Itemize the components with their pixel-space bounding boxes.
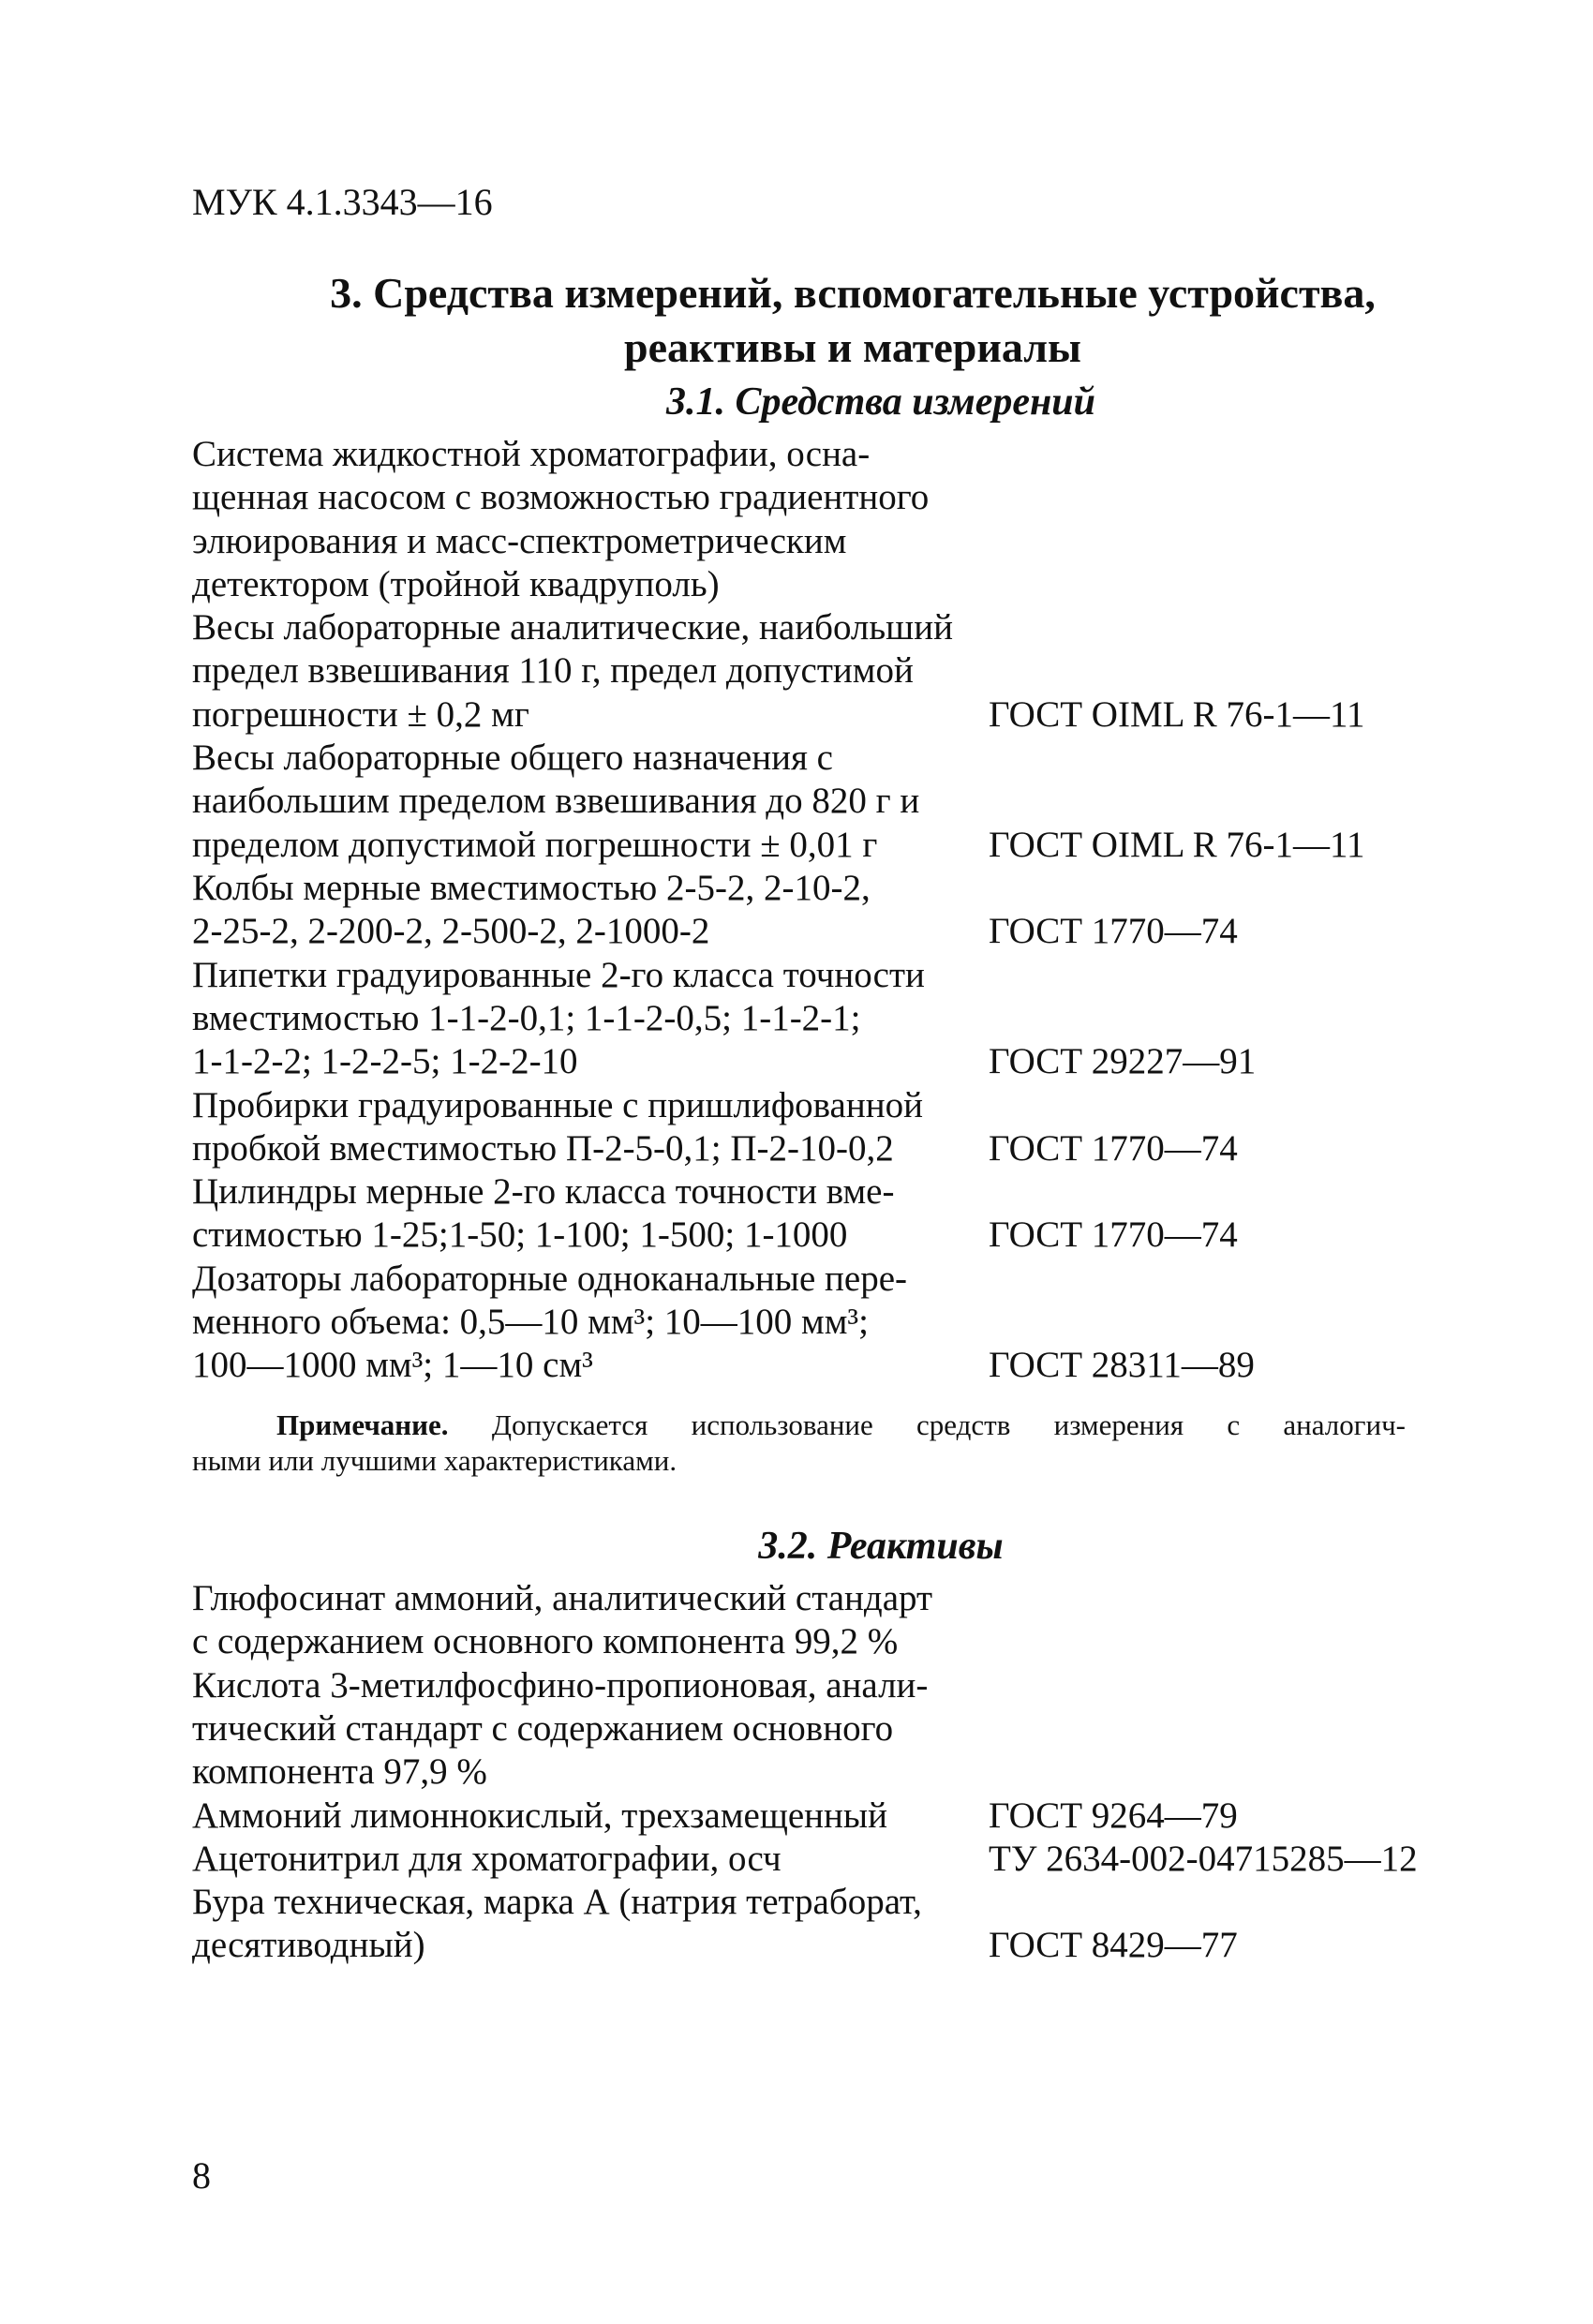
item-description-line: 100—1000 мм³; 1—10 см³ xyxy=(192,1345,593,1386)
item-description-line: погрешности ± 0,2 мг xyxy=(192,693,529,735)
list-item xyxy=(192,1795,1504,1838)
item-description-line: Система жидкостной хроматографии, осна- xyxy=(192,434,871,474)
list-item xyxy=(192,737,1504,867)
item-description-line: Ацетонитрил для хроматографии, осч xyxy=(192,1838,782,1879)
item-standard-reference: ГОСТ 1770—74 xyxy=(989,1127,1238,1169)
item-description-line: менного объема: 0,5—10 мм³; 10—100 мм³; xyxy=(192,1301,869,1342)
list-item xyxy=(192,954,1504,1084)
list-item xyxy=(192,1664,1504,1795)
note-paragraph xyxy=(192,1408,1406,1479)
item-description-line: Весы лабораторные общего назначения с xyxy=(192,737,833,779)
item-description-line: предел взвешивания 110 г, предел допустимой xyxy=(192,650,914,692)
item-description-line: Кислота 3-метилфосфино-пропионовая, анали- xyxy=(192,1664,929,1706)
section-title xyxy=(0,266,1593,375)
item-description-line: пределом допустимой погрешности ± 0,01 г xyxy=(192,824,878,865)
item-description xyxy=(192,606,998,737)
item-description xyxy=(192,867,998,954)
list-item xyxy=(192,433,1504,606)
item-standard-reference: ГОСТ OIML R 76-1—11 xyxy=(989,824,1365,865)
note-text-line-2: ными или лучшими характеристиками. xyxy=(192,1444,677,1477)
item-description-line: Пипетки градуированные 2-го класса точности xyxy=(192,954,925,995)
item-description xyxy=(192,737,998,867)
item-description-line: тический стандарт с содержанием основного xyxy=(192,1707,894,1749)
item-standard-reference: ТУ 2634-002-04715285—12 xyxy=(989,1838,1418,1879)
subsection-3-2-title: 3.2. Реактивы xyxy=(758,1525,1004,1568)
item-description-line: 2-25-2, 2-200-2, 2-500-2, 2-1000-2 xyxy=(192,911,710,952)
item-description-line: пробкой вместимостью П-2-5-0,1; П-2-10-0,2 xyxy=(192,1127,894,1169)
item-description-line: щенная насосом с возможностью градиентного xyxy=(192,477,930,518)
item-description-line: десятиводный) xyxy=(192,1925,425,1966)
item-description-line: Весы лабораторные аналитические, наибольший xyxy=(192,607,953,648)
section-title-line-2: реактивы и материалы xyxy=(624,323,1081,371)
note-label: Примечание. xyxy=(276,1408,449,1441)
list-item xyxy=(192,1881,1504,1968)
subsection-3-1-title: 3.1. Средства измерений xyxy=(665,380,1096,424)
item-standard-reference: ГОСТ 1770—74 xyxy=(989,911,1238,952)
item-description xyxy=(192,433,998,606)
list-item xyxy=(192,1084,1504,1171)
item-description xyxy=(192,1795,998,1838)
item-standard-reference: ГОСТ 8429—77 xyxy=(989,1925,1238,1966)
item-description xyxy=(192,1664,998,1795)
list-item xyxy=(192,1170,1504,1258)
page-number: 8 xyxy=(192,2154,211,2197)
list-item xyxy=(192,606,1504,737)
item-description-line: Колбы мерные вместимостью 2-5-2, 2-10-2, xyxy=(192,868,871,908)
item-description-line: наибольшим пределом взвешивания до 820 г и xyxy=(192,781,920,822)
item-standard-reference: ГОСТ OIML R 76-1—11 xyxy=(989,693,1365,735)
item-description-line: стимостью 1-25;1-50; 1-100; 1-500; 1-1000 xyxy=(192,1214,848,1256)
item-description xyxy=(192,1838,998,1881)
item-standard-reference: ГОСТ 29227—91 xyxy=(989,1041,1257,1082)
item-description-line: детектором (тройной квадруполь) xyxy=(192,563,720,604)
item-description-line: Дозаторы лабораторные одноканальные пере- xyxy=(192,1258,908,1299)
item-description xyxy=(192,1170,998,1258)
note-first-line xyxy=(192,1408,1406,1443)
item-description-line: элюирования и масс-спектрометрическим xyxy=(192,520,847,561)
item-description-line: Аммоний лимоннокислый, трехзамещенный xyxy=(192,1795,887,1836)
item-description xyxy=(192,1577,998,1664)
item-description xyxy=(192,954,998,1084)
item-description-line: Цилиндры мерные 2-го класса точности вме- xyxy=(192,1171,895,1213)
item-description xyxy=(192,1881,998,1968)
item-standard-reference: ГОСТ 9264—79 xyxy=(989,1795,1238,1836)
item-description-line: Бура техническая, марка А (натрия тетраборат, xyxy=(192,1882,922,1923)
list-item xyxy=(192,1838,1504,1881)
item-description-line: компонента 97,9 % xyxy=(192,1751,487,1793)
item-description-line: вместимостью 1-1-2-0,1; 1-1-2-0,5; 1-1-2-1; xyxy=(192,997,861,1038)
list-item xyxy=(192,867,1504,954)
note-text-line-1: Допускается использование средств измерения с аналогич- xyxy=(448,1408,1406,1441)
item-standard-reference: ГОСТ 28311—89 xyxy=(989,1345,1255,1386)
document-code-header: МУК 4.1.3343—16 xyxy=(192,181,493,223)
item-standard-reference: ГОСТ 1770—74 xyxy=(989,1214,1238,1256)
item-description xyxy=(192,1258,998,1388)
item-description-line: Пробирки градуированные с пришлифованной xyxy=(192,1084,923,1125)
section-title-line-1: 3. Средства измерений, вспомогательные устройства, xyxy=(330,269,1376,317)
list-item xyxy=(192,1577,1504,1664)
item-description xyxy=(192,1084,998,1171)
item-description-line: Глюфосинат аммоний, аналитический стандарт xyxy=(192,1578,933,1618)
list-item xyxy=(192,1258,1504,1388)
item-description-line: 1-1-2-2; 1-2-2-5; 1-2-2-10 xyxy=(192,1041,578,1082)
item-description-line: с содержанием основного компонента 99,2 % xyxy=(192,1621,899,1662)
